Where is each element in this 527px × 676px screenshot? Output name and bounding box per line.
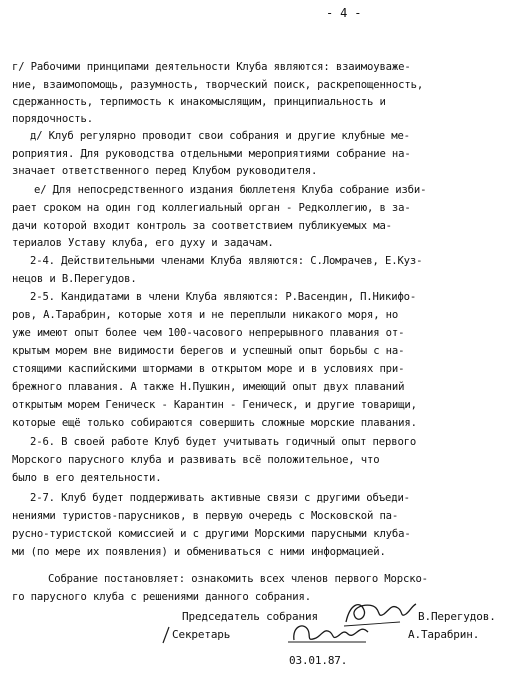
signature-mark bbox=[160, 626, 172, 644]
text-line: ние, взаимопомощь, разумность, творческий поиск, раскрепощенность, bbox=[12, 79, 424, 91]
text-line: 2-5. Кандидатами в члени Клуба являются: Р.Васендин, П.Никифо- bbox=[30, 291, 417, 303]
text-line: Собрание постановляет: ознакомить всех членов первого Морско- bbox=[48, 573, 428, 585]
text-line: го парусного клуба с решениями данного собрания. bbox=[12, 591, 311, 603]
text-line: 2-6. В своей работе Клуб будет учитывать годичный опыт первого bbox=[30, 436, 417, 448]
page-number: - 4 - bbox=[326, 6, 362, 20]
text-line: нецов и В.Перегудов. bbox=[12, 273, 137, 285]
text-line: роприятия. Для руководства отдельными мероприятиями собрание на- bbox=[12, 148, 411, 160]
text-line: ми (по мере их появления) и обмениваться с ними информацией. bbox=[12, 546, 386, 558]
text-line: ров, А.Тарабрин, которые хотя и не переплыли никакого моря, но bbox=[12, 309, 399, 321]
text-line: 2-4. Действительными членами Клуба являются: С.Ломрачев, Е.Куз- bbox=[30, 255, 423, 267]
secretary-signature bbox=[286, 618, 370, 646]
text-line: нениями туристов-парусников, в первую очередь с Московской па- bbox=[12, 510, 399, 522]
chair-name: В.Перегудов. bbox=[418, 610, 496, 623]
text-line: было в его деятельности. bbox=[12, 472, 162, 484]
text-line: уже имеют опыт более чем 100-часового непрерывного плавания от- bbox=[12, 327, 405, 339]
text-line: Морского парусного клуба и развивать всё положительное, что bbox=[12, 454, 380, 466]
text-line: 2-7. Клуб будет поддерживать активные связи с другими объеди- bbox=[30, 492, 410, 504]
chair-label: Председатель собрания bbox=[182, 610, 318, 623]
text-line: д/ Клуб регулярно проводит свои собрания и другие клубные ме- bbox=[30, 130, 410, 142]
text-line: г/ Рабочими принципами деятельности Клуба являются: взаимоуваже- bbox=[12, 61, 411, 73]
text-line: брежного плавания. А также Н.Пушкин, имеющий опыт двух плаваний bbox=[12, 381, 405, 393]
text-line: дачи которой входит контроль за соответствием публикуемых ма- bbox=[12, 220, 392, 232]
text-line: открытым морем Геническ - Карантин - Геническ, и другие товарищи, bbox=[12, 399, 417, 411]
text-line: значает ответственного перед Клубом руководителя. bbox=[12, 165, 318, 177]
document-date: 03.01.87. bbox=[289, 654, 348, 667]
text-line: порядочность. bbox=[12, 113, 93, 125]
text-line: сдержанность, терпимость к инакомыслящим, принципиальность и bbox=[12, 96, 386, 108]
text-line: стоящими каспийскими штормами в открытом море и в условиях при- bbox=[12, 363, 405, 375]
text-line: которые ещё только собираются совершить сложные морские плавания. bbox=[12, 417, 417, 429]
text-line: русно-туристской комиссией и с другими Морскими парусными клуба- bbox=[12, 528, 411, 540]
text-line: рает сроком на один год коллегиальный орган - Редколлегию, в за- bbox=[12, 202, 411, 214]
text-line: териалов Уставу клуба, его духу и задачам. bbox=[12, 237, 274, 249]
secretary-label: Секретарь bbox=[172, 628, 231, 641]
secretary-name: А.Тарабрин. bbox=[408, 628, 480, 641]
text-line: крытым морем вне видимости берегов и успешный опыт борьбы с на- bbox=[12, 345, 405, 357]
text-line: е/ Для непосредственного издания бюллетеня Клуба собрание изби- bbox=[34, 184, 427, 196]
